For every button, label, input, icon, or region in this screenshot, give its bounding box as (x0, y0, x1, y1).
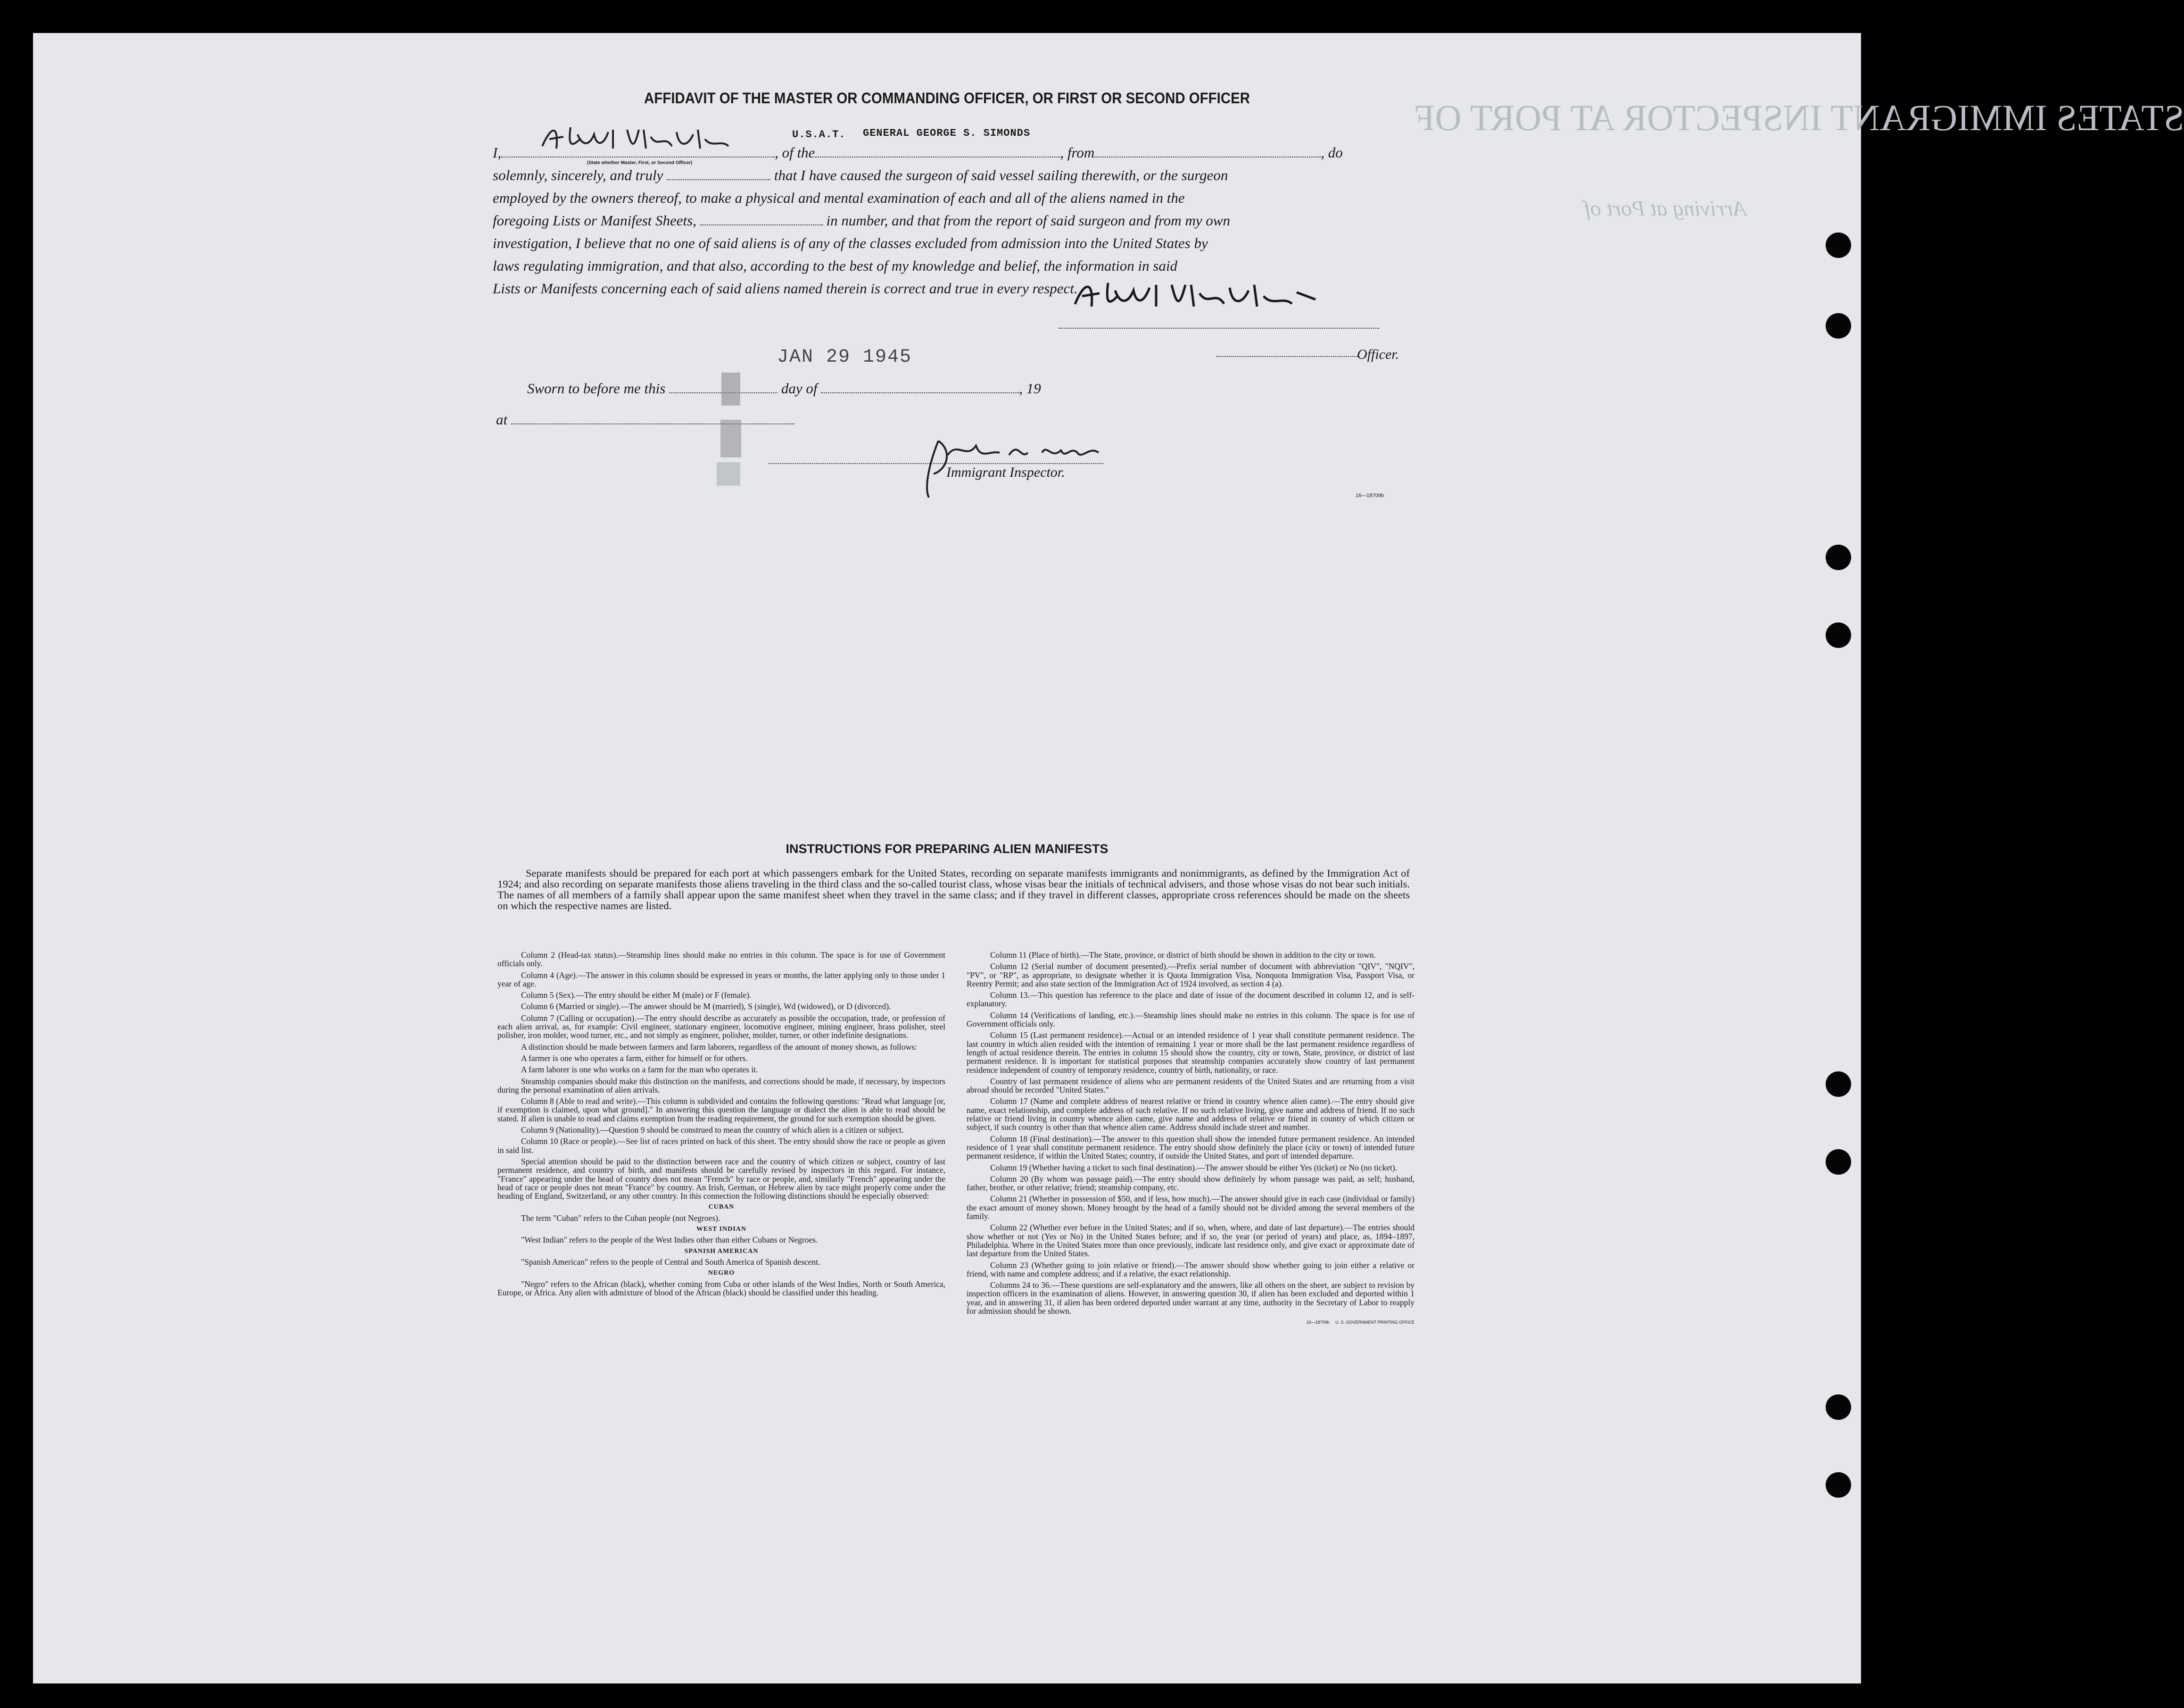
punch-hole (1826, 1071, 1851, 1097)
affidavit-line-1: I, , of the , from , do (493, 144, 1343, 161)
punch-hole (1826, 232, 1851, 258)
inspector-label: Immigrant Inspector. (946, 464, 1065, 480)
state-whether-caption: (State whether Master, First, or Second Officer) (587, 160, 693, 166)
instruction-paragraph: Column 9 (Nationality).—Question 9 should be construed to mean the country of which alien is a citizen or subject. (521, 1125, 904, 1135)
punch-hole (1826, 622, 1851, 648)
cuban-definition: The term "Cuban" refers to the Cuban people (not Negroes). (521, 1213, 720, 1223)
instruction-paragraph: Column 4 (Age).—The answer in this column should be expressed in years or months, the latter applying only to those under 1 year of age. (497, 970, 945, 988)
negro-heading: NEGRO (708, 1269, 735, 1277)
instruction-paragraph: Special attention should be paid to the distinction between race and the country of which citizen or subject, country of last permanent residence, and country of birth, and manifests should be carefully revised by inspectors in this regard. For instance, "France" appearing under the head of country does not mean "French" by race or people, and, similarly "French" appearing under the head of race or people does not mean "France" by country. An Irish, German, or Hebrew alien by race might properly come under the heading of England, Switzerland, or any other country. In this connection the following distinctions should be especially observed: (497, 1156, 945, 1201)
spanish-american-definition: "Spanish American" refers to the people of Central and South America of Spanish descent. (521, 1257, 820, 1267)
west-indian-heading: WEST INDIAN (696, 1226, 747, 1233)
instruction-paragraph: Column 5 (Sex).—The entry should be either M (male) or F (female). (521, 990, 752, 1000)
instruction-paragraph: Column 10 (Race or people).—See list of races printed on back of this sheet. The entry should show the race or people as given in said list. (497, 1136, 945, 1155)
punch-hole (1826, 1149, 1851, 1175)
instruction-paragraph: Column 22 (Whether ever before in the United States; and if so, when, where, and date of last departure).—The entries should show whether or not (Yes or No) in the United States before; and if so, the year (or period of years) and place, as, 1894–1897, Philadelphia. Where in the United States more than once previously, indicate last residence only, and give exact or approximate date of last departure from the United States. (967, 1223, 1415, 1259)
vessel-prefix: U.S.A.T. (792, 129, 846, 141)
instruction-paragraph: Column 8 (Able to read and write).—This column is subdivided and contains the following questions: "Read what language [or, if exemption is claimed, upon what ground]." In answering this question the language or dialect the alien is able to read should be stated. If alien is unable to read and claims exemption from the reading requirement, the ground for such exemption should be given. (497, 1096, 945, 1123)
instruction-paragraph: Column 18 (Final destination).—The answer to this question shall show the intended future permanent residence. An intended residence of 1 year shall constitute permanent residence. The entry should show definitely the place (city or town) of intended future permanent residence, if within the United States; country, if outside the United States, and port of intended departure. (967, 1134, 1415, 1161)
instruction-paragraph: Column 11 (Place of birth).—The State, province, or district of birth should be shown in addition to the city or town. (990, 950, 1376, 960)
instruction-paragraph: A farm laborer is one who works on a farm for the man who operates it. (521, 1065, 758, 1075)
vertical-port-stamp (707, 368, 764, 490)
bleed-through-heading: STATES IMMIGRANT INSPECTOR AT PORT OF (1415, 97, 2184, 138)
officer-label: Officer. (1357, 347, 1399, 362)
west-indian-definition: "West Indian" refers to the people of the West Indies other than either Cubans or Negroes. (521, 1235, 818, 1245)
punch-hole (1826, 545, 1851, 570)
instruction-paragraph: Column 17 (Name and complete address of nearest relative or friend in country whence alien came).—The entry should give name, exact relationship, and complete address of such relative. If no such relative living, give name and address of friend. If no such relative or friend living in country whence alien came, give name and address of relative or friend in country of which citizen or subject, if such country is other than that whence alien came. Address should include street and number. (967, 1096, 1415, 1132)
affidavit-line-4: foregoing Lists or Manifest Sheets, in number, and that from the report of said surgeon and from my own (493, 212, 1231, 229)
affidavit-line-3: employed by the owners thereof, to make a physical and mental examination of each and all of the aliens named in the (493, 190, 1185, 206)
footer (967, 1318, 1415, 1327)
date-stamp: JAN 29 1945 (777, 347, 912, 368)
affidavit-form-number: 16—18709b (1356, 493, 1384, 498)
instruction-paragraph: Columns 24 to 36.—These questions are self-explanatory and the answers, like all others on the sheet, are subject to revision by inspection officers in the examination of aliens. However, in answering question 30, if alien has been excluded and deported within 1 year, and in answering 31, if alien has been ordered deported under warrant at any time, authority in the Secretary of Labor to reapply for admission should be shown. (967, 1280, 1415, 1316)
officer-line (1216, 356, 1358, 357)
instruction-paragraph: Column 23 (Whether going to join relative or friend).—The answer should show whether going to join either a relative or friend, with name and complete address; and if a relative, the exact relationship. (967, 1260, 1415, 1278)
bleed-through-arriving: Arriving at Port of (1584, 196, 1746, 220)
instructions-right-column (967, 951, 1415, 1327)
officer-signature (1070, 274, 1325, 316)
cuban-heading: CUBAN (708, 1203, 735, 1211)
instruction-paragraph: Column 14 (Verifications of landing, etc.).—Steamship lines should make no entries in this column. The space is for use of Government officials only. (967, 1010, 1415, 1029)
signature-line (1059, 328, 1379, 329)
spanish-american-heading: SPANISH AMERICAN (684, 1247, 759, 1255)
punch-hole (1826, 1394, 1851, 1420)
instruction-paragraph: A farmer is one who operates a farm, either for himself or for others. (521, 1053, 748, 1063)
punch-hole (1826, 1472, 1851, 1498)
inspector-line (769, 463, 1103, 464)
affidavit-title: AFFIDAVIT OF THE MASTER OR COMMANDING OFFICER, OR FIRST OR SECOND OFFICER (644, 90, 1250, 107)
instruction-paragraph: Column 7 (Calling or occupation).—The entry should describe as accurately as possible the occupation, trade, or profession of each alien arrival, as, for example: Civil engineer, stationary engineer, locomotive engineer, mining engineer, brass polisher, steel polisher, iron molder, wood turner, etc., and not simply as engineer, polisher, molder, turner, or other indefinite designations. (497, 1013, 945, 1040)
instruction-paragraph: Column 2 (Head-tax status).—Steamship lines should make no entries in this column. The space is for use of Government officials only. (497, 950, 945, 969)
instructions-form-number: 16—18709b (1306, 1320, 1330, 1325)
negro-definition: "Negro" refers to the African (black), whether coming from Cuba or other islands of the West Indies, North or South America, Europe, or Africa. Any alien with admixture of blood of the African (black) should be classified under this heading. (497, 1279, 945, 1297)
instruction-paragraph: Steamship companies should make this distinction on the manifests, and corrections should be made, if necessary, by inspectors during the personal examination of alien arrivals. (497, 1076, 945, 1094)
instruction-paragraph: Column 15 (Last permanent residence).—Actual or an intended residence of 1 year shall constitute permanent residence. The last country in which alien resided with the intention of remaining 1 year or more shall be the last permanent residence regardless of length of actual residence therein. The entries in column 15 should show the country, city or town, State, province, or district of last permanent residence. It is important for statistical purposes that steamship companies accurately show country of last permanent residence independent of country of temporary residence, country of birth, nationality, or race. (967, 1030, 1415, 1075)
at-line: at (496, 408, 826, 431)
instructions-title: INSTRUCTIONS FOR PREPARING ALIEN MANIFESTS (786, 842, 1109, 856)
instruction-paragraph: Column 19 (Whether having a ticket to such final destination).—The answer should be either Yes (ticket) or No (no ticket). (990, 1162, 1398, 1172)
instructions-left-column (497, 951, 945, 1300)
instruction-paragraph: Column 6 (Married or single).—The answer should be M (married), S (single), Wd (widowed), or D (divorced). (521, 1002, 891, 1012)
instructions-intro: Separate manifests should be prepared for each port at which passengers embark for the United States, recording on separate manifests immigrants and nonimmigrants, as defined by the Immigration Act of 1924; and also recording on separate manifests those aliens traveling in the third class and the so-called tourist class, whose visas bear the initials of technical advisers, and those whose visas do not bear such initials. The names of all members of a family shall appear upon the same manifest sheet when they travel in the same class; and if they travel in different classes, appropriate cross references should be made on the sheets on which the respective names are listed. (497, 867, 1410, 912)
sworn-line: Sworn to before me this day of , 19 (527, 380, 1041, 397)
affidavit-line-6: laws regulating immigration, and that also, according to the best of my knowledge and belief, the information in said (493, 257, 1178, 274)
printer-imprint: U. S. GOVERNMENT PRINTING OFFICE (1335, 1320, 1415, 1325)
punch-hole (1826, 313, 1851, 339)
affidavit-line-5: investigation, I believe that no one of said aliens is of any of the classes excluded from admission into the United States by (493, 235, 1208, 251)
instruction-paragraph: Column 20 (By whom was passage paid).—The entry should show definitely by whom passage was paid, as self; husband, father, brother, or other relative; friend; steamship company, etc. (967, 1174, 1415, 1193)
vessel-name: GENERAL GEORGE S. SIMONDS (863, 127, 1031, 139)
affidavit-line-7: Lists or Manifests concerning each of said aliens named therein is correct and true in every respect. (493, 280, 1078, 297)
instruction-paragraph: Column 12 (Serial number of document presented).—Prefix serial number of document with abbreviation "QIV", "NQIV", "PV", or "RP", as appropriate, to designate whether it is Quota Immigration Visa, Nonquota Immigration Visa, Passport Visa, or Reentry Permit; and also state section of the Immigration Act of 1924 involved, as section 4 (a). (967, 962, 1415, 988)
instruction-paragraph: Country of last permanent residence of aliens who are permanent residents of the United States and are returning from a visit abroad should be recorded "United States." (967, 1076, 1415, 1095)
affidavit-line-2: solemnly, sincerely, and truly that I have caused the surgeon of said vessel sailing therewith, or the surgeon (493, 167, 1228, 183)
instruction-paragraph: Column 13.—This question has reference to the place and date of issue of the document described in column 12, and is self-explanatory. (967, 990, 1415, 1009)
instruction-paragraph: Column 21 (Whether in possession of $50, and if less, how much).—The answer should give in each case (individual or family) the exact amount of money shown. Money brought by the head of a family should not be divided among the several members of the family. (967, 1194, 1415, 1221)
instruction-paragraph: A distinction should be made between farmers and farm laborers, regardless of the amount of money shown, as follows: (521, 1042, 917, 1052)
